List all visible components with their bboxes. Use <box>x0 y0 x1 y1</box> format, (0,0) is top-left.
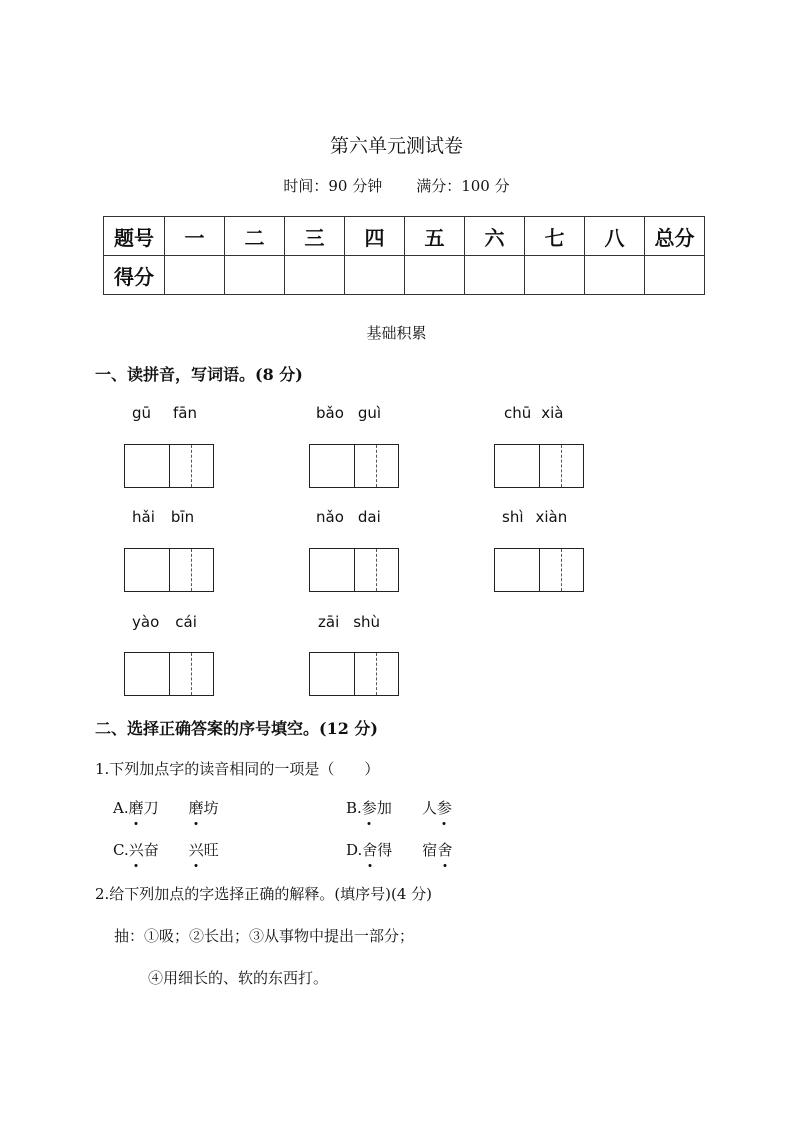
dotted-char: 磨 <box>188 799 204 817</box>
option-label: C. <box>113 841 129 859</box>
option-char: 坊 <box>203 799 219 817</box>
pinyin-syllable: yào <box>132 613 160 631</box>
pinyin-label <box>132 508 194 526</box>
option-char: 人 <box>421 799 437 817</box>
dotted-char: 兴 <box>128 841 144 859</box>
option-label: D. <box>346 841 363 859</box>
question-1-heading: 一、读拼音，写词语。(8 分) <box>95 365 303 384</box>
answer-box[interactable] <box>309 444 399 488</box>
score-cell: 题号 <box>104 217 165 256</box>
question-2-heading: 二、选择正确答案的序号填空。(12 分) <box>95 719 378 738</box>
pinyin-syllable: xiàn <box>535 508 568 526</box>
option-char: 加 <box>376 799 392 817</box>
dotted-char: 磨 <box>128 799 144 817</box>
option-char: 旺 <box>203 841 219 859</box>
option-char: 得 <box>377 841 393 859</box>
pinyin-syllable: gū <box>132 404 152 422</box>
question-2-2-stem: 2.给下列加点的字选择正确的解释。(填序号)(4 分) <box>95 885 433 903</box>
pinyin-syllable: hǎi <box>132 508 155 526</box>
page-title: 第六单元测试卷 <box>329 135 463 157</box>
score-cell: 总分 <box>645 217 705 256</box>
dotted-char: 参 <box>361 799 377 817</box>
option-d[interactable] <box>346 839 452 860</box>
dotted-char: 舍 <box>437 841 453 859</box>
answer-box[interactable] <box>494 548 584 592</box>
pinyin-syllable: guì <box>357 404 382 422</box>
score-input-cell <box>645 256 705 295</box>
score-input-cell <box>165 256 225 295</box>
pinyin-label <box>318 613 380 631</box>
option-b[interactable] <box>346 797 452 818</box>
score-input-cell <box>345 256 405 295</box>
pinyin-syllable: bǎo <box>316 404 344 422</box>
pinyin-syllable: xià <box>541 404 564 422</box>
answer-box[interactable] <box>309 548 399 592</box>
answer-box[interactable] <box>494 444 584 488</box>
pinyin-label <box>316 508 381 526</box>
option-char: 宿 <box>422 841 438 859</box>
pinyin-label <box>504 404 564 422</box>
definition-line-1: 抽：①吸；②长出；③从事物中提出一部分； <box>114 927 415 945</box>
exam-full-score: 满分：100 分 <box>416 177 510 195</box>
section-title: 基础积累 <box>366 324 427 342</box>
pinyin-syllable: dai <box>357 508 381 526</box>
option-c[interactable] <box>113 839 219 860</box>
score-cell: 一 <box>165 217 225 256</box>
score-input-cell <box>465 256 525 295</box>
score-table-score-row <box>104 256 705 295</box>
score-input-cell <box>525 256 585 295</box>
answer-box[interactable] <box>309 652 399 696</box>
score-cell: 四 <box>345 217 405 256</box>
score-table-header-row <box>104 217 705 256</box>
option-a[interactable] <box>113 797 219 818</box>
pinyin-syllable: shì <box>502 508 524 526</box>
pinyin-label <box>132 404 197 422</box>
pinyin-label <box>502 508 567 526</box>
dotted-char: 舍 <box>362 841 378 859</box>
pinyin-label <box>132 613 197 631</box>
option-label: B. <box>346 799 362 817</box>
score-cell: 六 <box>465 217 525 256</box>
score-cell: 五 <box>405 217 465 256</box>
score-cell: 七 <box>525 217 585 256</box>
pinyin-syllable: chū <box>504 404 532 422</box>
score-input-cell <box>225 256 285 295</box>
pinyin-syllable: shù <box>353 613 381 631</box>
score-cell: 三 <box>285 217 345 256</box>
answer-box[interactable] <box>124 444 214 488</box>
answer-box[interactable] <box>124 548 214 592</box>
pinyin-syllable: nǎo <box>316 508 344 526</box>
option-label: A. <box>113 799 129 817</box>
question-2-1-stem: 1.下列加点字的读音相同的一项是（ ） <box>95 760 380 778</box>
pinyin-syllable: cái <box>175 613 197 631</box>
option-char: 刀 <box>143 799 159 817</box>
score-input-cell <box>405 256 465 295</box>
score-input-cell <box>585 256 645 295</box>
pinyin-syllable: zāi <box>318 613 340 631</box>
dotted-char: 参 <box>436 799 452 817</box>
pinyin-label <box>316 404 381 422</box>
answer-box[interactable] <box>124 652 214 696</box>
pinyin-syllable: fān <box>173 404 198 422</box>
exam-info <box>0 175 793 196</box>
option-char: 奋 <box>143 841 159 859</box>
exam-time: 时间：90 分钟 <box>283 177 383 195</box>
score-cell: 得分 <box>104 256 165 295</box>
definition-line-2: ④用细长的、软的东西打。 <box>148 969 329 987</box>
score-cell: 八 <box>585 217 645 256</box>
pinyin-syllable: bīn <box>170 508 195 526</box>
dotted-char: 兴 <box>188 841 204 859</box>
score-cell: 二 <box>225 217 285 256</box>
score-input-cell <box>285 256 345 295</box>
score-table <box>103 216 705 295</box>
